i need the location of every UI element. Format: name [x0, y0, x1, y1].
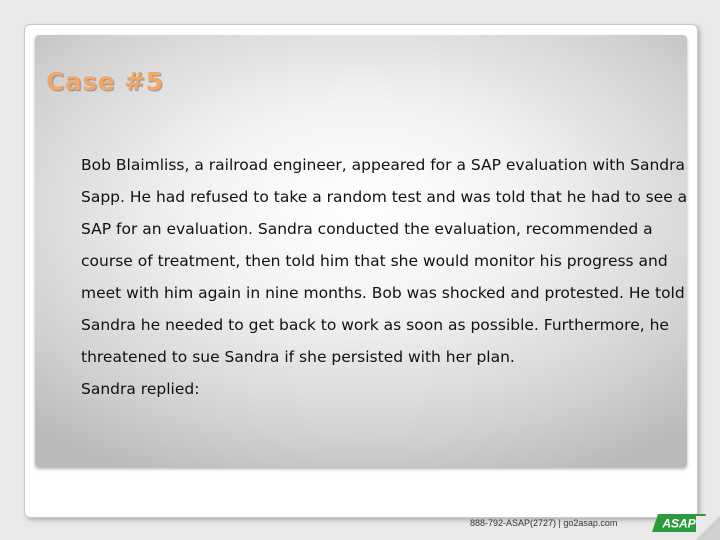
slide-frame	[24, 24, 698, 518]
logo-text: ASAP	[662, 516, 696, 531]
slide-title: Case #5	[46, 67, 164, 96]
case-prompt: Sandra replied:	[81, 380, 200, 398]
footer-contact: 888-792-ASAP(2727) | go2asap.com	[470, 518, 618, 528]
case-paragraph: Bob Blaimliss, a railroad engineer, appeared for a SAP evaluation with Sandra Sapp. He had refused to take a random test and was told that he had to see a SAP for an evaluation. Sandra conducted the evaluation, recommended a course of treatment, then told him that she would monitor his progress and meet with him again in nine months. Bob was shocked and protested. He told Sandra he needed to get back to work as soon as possible. Furthermore, he threatened to sue Sandra if she persisted with her plan.	[81, 156, 688, 366]
page-corner	[696, 516, 720, 540]
slide-body	[81, 149, 697, 405]
content-panel	[35, 35, 687, 467]
